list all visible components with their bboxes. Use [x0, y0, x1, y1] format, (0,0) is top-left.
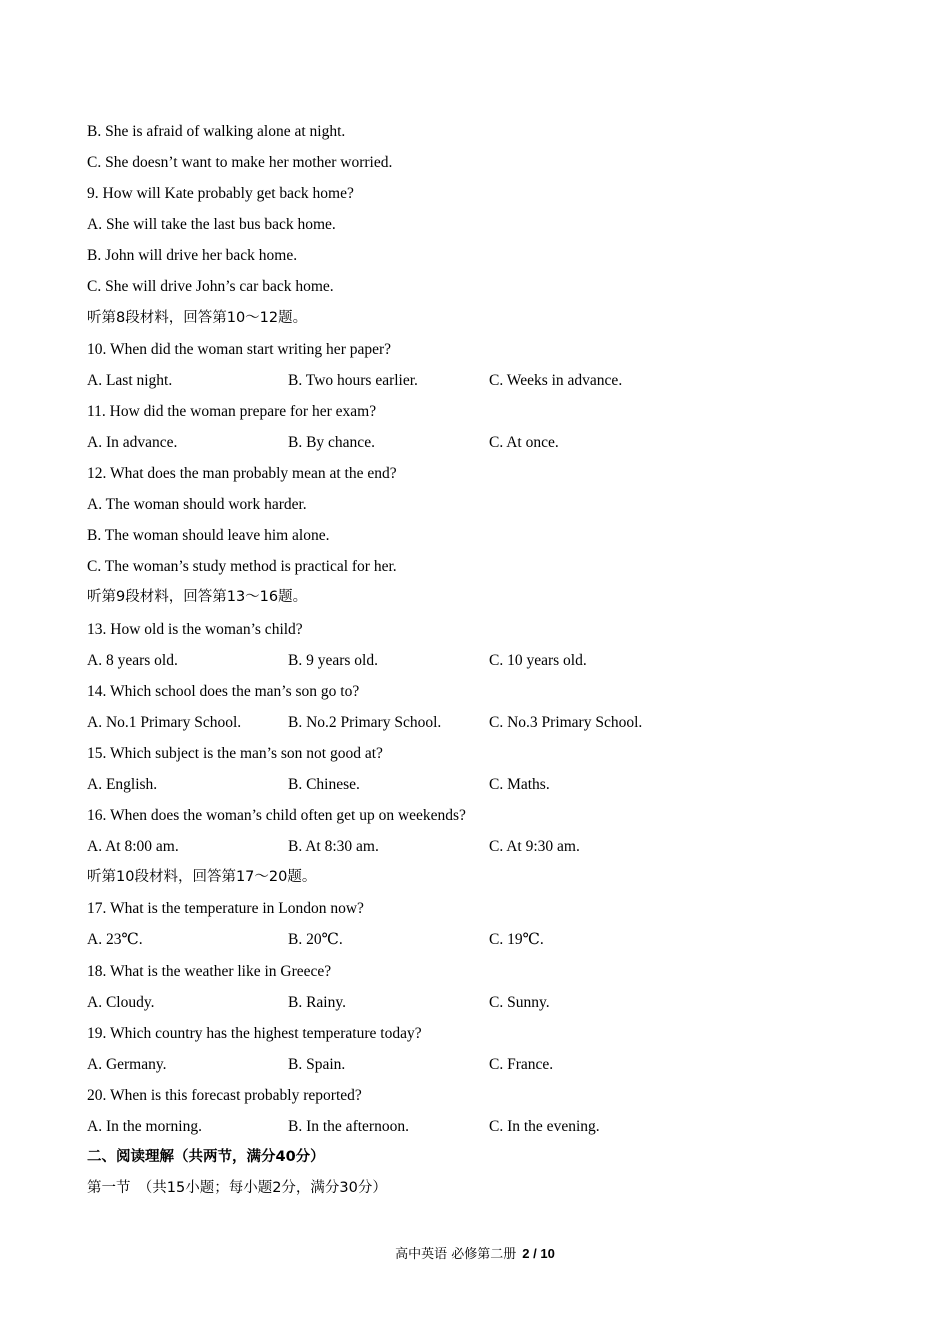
option-line: A. The woman should work harder. [87, 496, 307, 514]
options-row [87, 924, 887, 955]
question-line: 14. Which school does the man’s son go to? [87, 682, 360, 700]
option-c: C. In the evening. [489, 1118, 600, 1135]
option-b: B. By chance. [288, 433, 375, 451]
section-heading: 二、阅读理解（共两节，满分40分） [87, 1149, 325, 1166]
section-instruction: 听第10段材料，回答第17～20题。 [87, 869, 317, 886]
option-a: A. In the morning. [87, 1118, 202, 1135]
option-b: B. Chinese. [288, 775, 360, 793]
option-c: C. No.3 Primary School. [489, 713, 643, 731]
option-c: C. 10 years old. [489, 651, 587, 669]
option-c: C. Sunny. [489, 993, 550, 1011]
page-footer [0, 1244, 950, 1265]
question-line: 12. What does the man probably mean at the end? [87, 465, 397, 483]
option-c: C. At 9:30 am. [489, 838, 580, 856]
question-line: 16. When does the woman’s child often get up on weekends? [87, 807, 466, 825]
question-line: 10. When did the woman start writing her paper? [87, 340, 392, 358]
question-line: 11. How did the woman prepare for her exam? [87, 402, 377, 420]
option-a: A. In advance. [87, 433, 178, 451]
options-row [87, 831, 887, 862]
option-line: C. The woman’s study method is practical for her. [87, 558, 397, 576]
question-line: 13. How old is the woman’s child? [87, 620, 303, 638]
option-b: B. Two hours earlier. [288, 371, 418, 389]
question-line: 15. Which subject is the man’s son not good at? [87, 744, 383, 762]
option-b: B. No.2 Primary School. [288, 713, 442, 731]
section-instruction: 听第8段材料，回答第10～12题。 [87, 309, 308, 326]
question-line: 17. What is the temperature in London now? [87, 900, 364, 918]
option-line: C. She doesn’t want to make her mother worried. [87, 154, 393, 172]
options-row [87, 707, 887, 738]
options-row [87, 1111, 887, 1142]
option-line: B. The woman should leave him alone. [87, 527, 330, 545]
option-b: B. Rainy. [288, 993, 346, 1011]
page-number: 2 / 10 [522, 1246, 555, 1261]
options-row [87, 769, 887, 800]
option-c: C. 19℃. [489, 931, 544, 949]
option-b: B. At 8:30 am. [288, 838, 379, 856]
question-line: 18. What is the weather like in Greece? [87, 962, 332, 980]
option-b: B. Spain. [288, 1055, 346, 1073]
options-row [87, 365, 887, 396]
option-a: A. English. [87, 775, 158, 793]
option-a: A. 8 years old. [87, 651, 178, 669]
question-line: 20. When is this forecast probably reported? [87, 1086, 362, 1104]
option-line: C. She will drive John’s car back home. [87, 278, 334, 296]
option-b: B. 20℃. [288, 931, 343, 949]
page-content [87, 116, 887, 1204]
option-c: C. Weeks in advance. [489, 371, 623, 389]
option-b: B. 9 years old. [288, 651, 378, 669]
option-line: B. She is afraid of walking alone at night. [87, 123, 346, 140]
option-a: A. Germany. [87, 1055, 167, 1073]
footer-title: 高中英语 必修第二册 [395, 1247, 517, 1262]
options-row [87, 427, 887, 458]
option-line: B. John will drive her back home. [87, 247, 298, 265]
option-a: A. At 8:00 am. [87, 838, 179, 856]
options-row [87, 987, 887, 1018]
option-a: A. Cloudy. [87, 993, 155, 1011]
question-line: 19. Which country has the highest temperature today? [87, 1024, 422, 1042]
option-b: B. In the afternoon. [288, 1118, 409, 1135]
option-a: A. No.1 Primary School. [87, 713, 242, 731]
option-a: A. 23℃. [87, 931, 143, 949]
subsection-heading: 第一节 （共15小题；每小题2分，满分30分） [87, 1180, 387, 1197]
option-a: A. Last night. [87, 371, 173, 389]
section-instruction: 听第9段材料，回答第13～16题。 [87, 589, 308, 606]
option-c: C. At once. [489, 433, 559, 451]
options-row [87, 1049, 887, 1080]
options-row [87, 645, 887, 676]
question-line: 9. How will Kate probably get back home? [87, 185, 354, 203]
option-c: C. France. [489, 1055, 554, 1073]
option-line: A. She will take the last bus back home. [87, 216, 336, 234]
option-c: C. Maths. [489, 775, 550, 793]
